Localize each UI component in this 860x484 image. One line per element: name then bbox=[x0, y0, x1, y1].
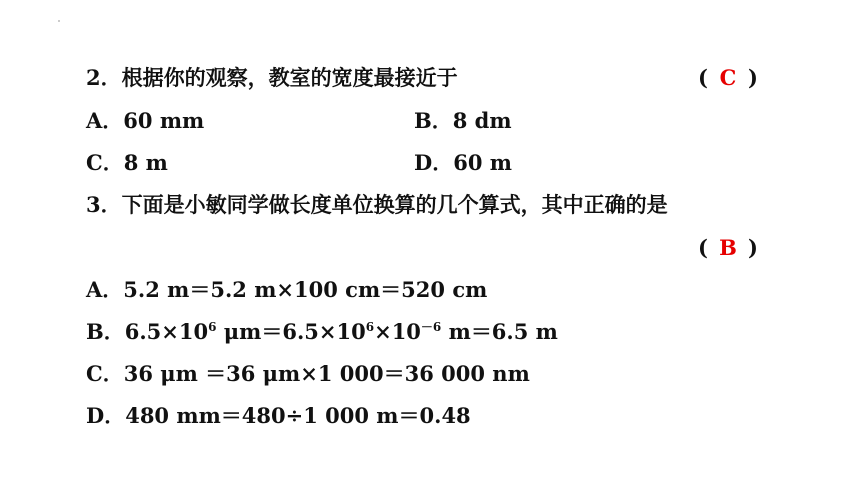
q3-option-c: C．36 μm ＝36 μm×1 000＝36 000 nm bbox=[86, 361, 530, 386]
q3-close-paren: ) bbox=[747, 235, 758, 260]
q2-option-c: C．8 m bbox=[86, 150, 168, 175]
q2-stem: 2．根据你的观察，教室的宽度最接近于 bbox=[86, 65, 458, 90]
q3-answer: B bbox=[719, 235, 737, 260]
q3-open-paren: ( bbox=[698, 235, 708, 260]
q2-option-a: A．60 mm bbox=[86, 108, 205, 133]
q2-option-b: B．8 dm bbox=[414, 108, 512, 133]
q2-answer-bracket bbox=[698, 64, 758, 92]
q3-option-b-exp1: 6 bbox=[208, 320, 217, 334]
q2-close-paren: ) bbox=[747, 65, 758, 90]
q2-answer: C bbox=[719, 65, 737, 90]
q3-stem: 3．下面是小敏同学做长度单位换算的几个算式，其中正确的是 bbox=[86, 192, 668, 217]
q3-option-a: A．5.2 m＝5.2 m×100 cm＝520 cm bbox=[86, 277, 488, 302]
q3-option-b-part2: μm＝6.5×10 bbox=[216, 319, 366, 344]
q2-open-paren: ( bbox=[698, 65, 708, 90]
q3-option-b-part1: B．6.5×10 bbox=[86, 319, 209, 344]
q3-option-b-exp2: 6 bbox=[365, 320, 375, 334]
corner-mark bbox=[58, 20, 60, 22]
q3-option-d: D．480 mm＝480÷1 000 m＝0.48 bbox=[86, 403, 471, 428]
q2-option-d: D．60 m bbox=[414, 150, 512, 175]
q3-option-b-part3: ×10 bbox=[374, 319, 421, 344]
q3-option-b-exp3: －6 bbox=[420, 320, 442, 334]
q3-option-b bbox=[86, 318, 558, 346]
q3-option-b-part4: m＝6.5 m bbox=[441, 319, 558, 344]
q3-answer-bracket bbox=[698, 234, 758, 262]
